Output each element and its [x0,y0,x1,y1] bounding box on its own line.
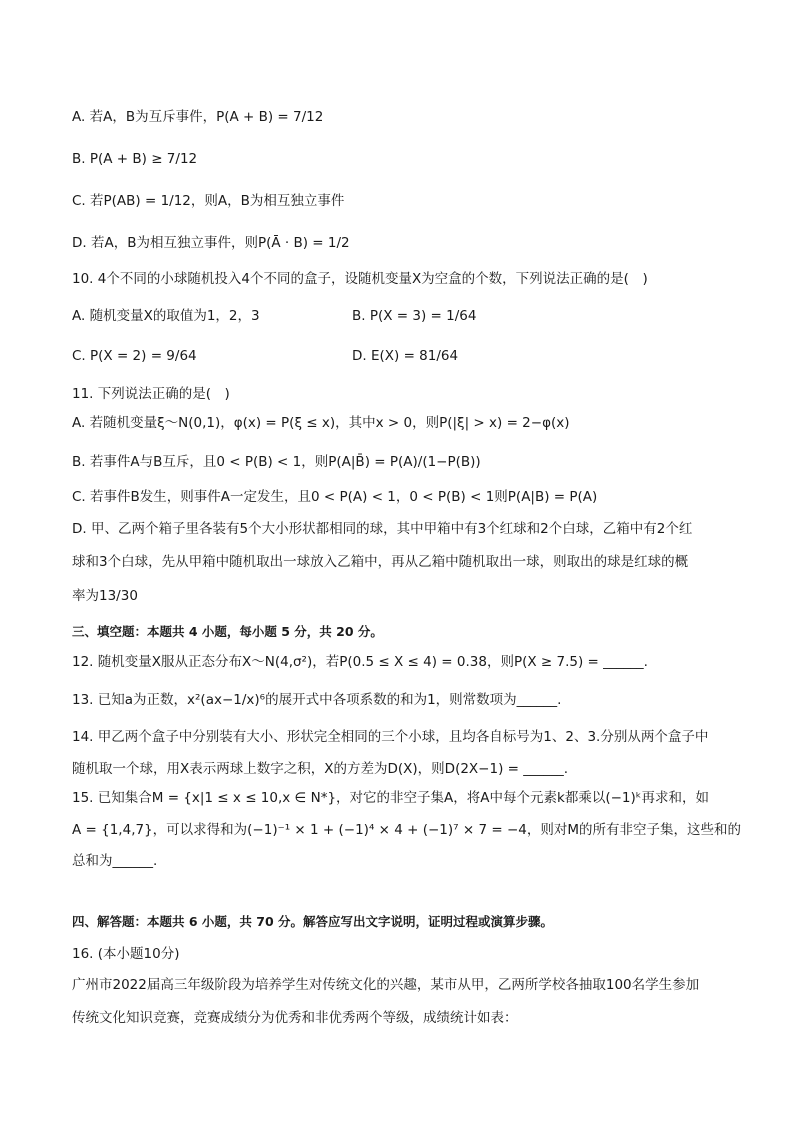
q10-option-c: C. P(X = 2) = 9/64 [72,348,197,364]
q10-option-d: D. E(X) = 81/64 [352,348,459,364]
q10-option-a: A. 随机变量X的取值为1，2，3 [72,308,260,324]
q10-stem: 10. 4个不同的小球随机投入4个不同的盒子，设随机变量X为空盒的个数，下列说法正确的是( ) [72,271,648,287]
q11-option-b: B. 若事件A与B互斥，且0 < P(B) < 1，则P(A|B̄) = P(A)/(1−P(B)) [72,454,481,470]
q14-line1: 14. 甲乙两个盒子中分别装有大小、形状完全相同的三个小球，且均各自标号为1、2、3.分别从两个盒子中 [72,729,709,745]
q15-line2: A = {1,4,7}，可以求得和为(−1)⁻¹ × 1 + (−1)⁴ × 4 + (−1)⁷ × 7 = −4，则对M的所有非空子集，这些和的 [72,822,742,838]
q15-line1: 15. 已知集合M = {x|1 ≤ x ≤ 10,x ∈ N*}，对它的非空子集A，将A中每个元素k都乘以(−1)ᵏ再求和，如 [72,790,710,806]
q11-option-a: A. 若随机变量ξ～N(0,1)，φ(x) = P(ξ ≤ x)，其中x > 0，则P(|ξ| > x) = 2−φ(x) [72,415,570,431]
q12-text: 12. 随机变量X服从正态分布X～N(4,σ²)，若P(0.5 ≤ X ≤ 4) = 0.38，则P(X ≥ 7.5) = ______. [72,654,648,670]
q13-text: 13. 已知a为正数，x²(ax−1/x)⁶的展开式中各项系数的和为1，则常数项为______. [72,692,562,708]
section-3-heading: 三、填空题：本题共 4 小题，每小题 5 分，共 20 分。 [72,624,383,639]
q11-option-d-line3: 率为13/30 [72,588,138,604]
q9-option-a: A. 若A，B为互斥事件，P(A + B) = 7/12 [72,109,324,125]
q9-option-b: B. P(A + B) ≥ 7/12 [72,151,198,167]
q9-option-c: C. 若P(AB) = 1/12，则A，B为相互独立事件 [72,193,345,209]
q16-line1: 广州市2022届高三年级阶段为培养学生对传统文化的兴趣，某市从甲，乙两所学校各抽取100名学生参加 [72,977,700,993]
q11-option-d-line1: D. 甲、乙两个箱子里各装有5个大小形状都相同的球，其中甲箱中有3个红球和2个白球，乙箱中有2个红 [72,521,693,537]
q11-option-c: C. 若事件B发生，则事件A一定发生，且0 < P(A) < 1，0 < P(B) < 1则P(A|B) = P(A) [72,489,598,505]
q14-line2: 随机取一个球，用X表示两球上数字之积，X的方差为D(X)，则D(2X−1) = ______. [72,761,569,777]
q15-line3: 总和为______. [72,853,158,869]
q11-stem: 11. 下列说法正确的是( ) [72,386,230,402]
section-4-heading: 四、解答题：本题共 6 小题，共 70 分。解答应写出文字说明，证明过程或演算步骤。 [72,914,554,929]
q16-title: 16. (本小题10分) [72,946,180,962]
q10-option-b: B. P(X = 3) = 1/64 [352,308,477,324]
q11-option-d-line2: 球和3个白球，先从甲箱中随机取出一球放入乙箱中，再从乙箱中随机取出一球，则取出的球是红球的概 [72,554,689,570]
q9-option-d: D. 若A，B为相互独立事件，则P(Ā · B) = 1/2 [72,235,350,251]
q16-line2: 传统文化知识竞赛，竞赛成绩分为优秀和非优秀两个等级，成绩统计如表： [72,1010,518,1026]
